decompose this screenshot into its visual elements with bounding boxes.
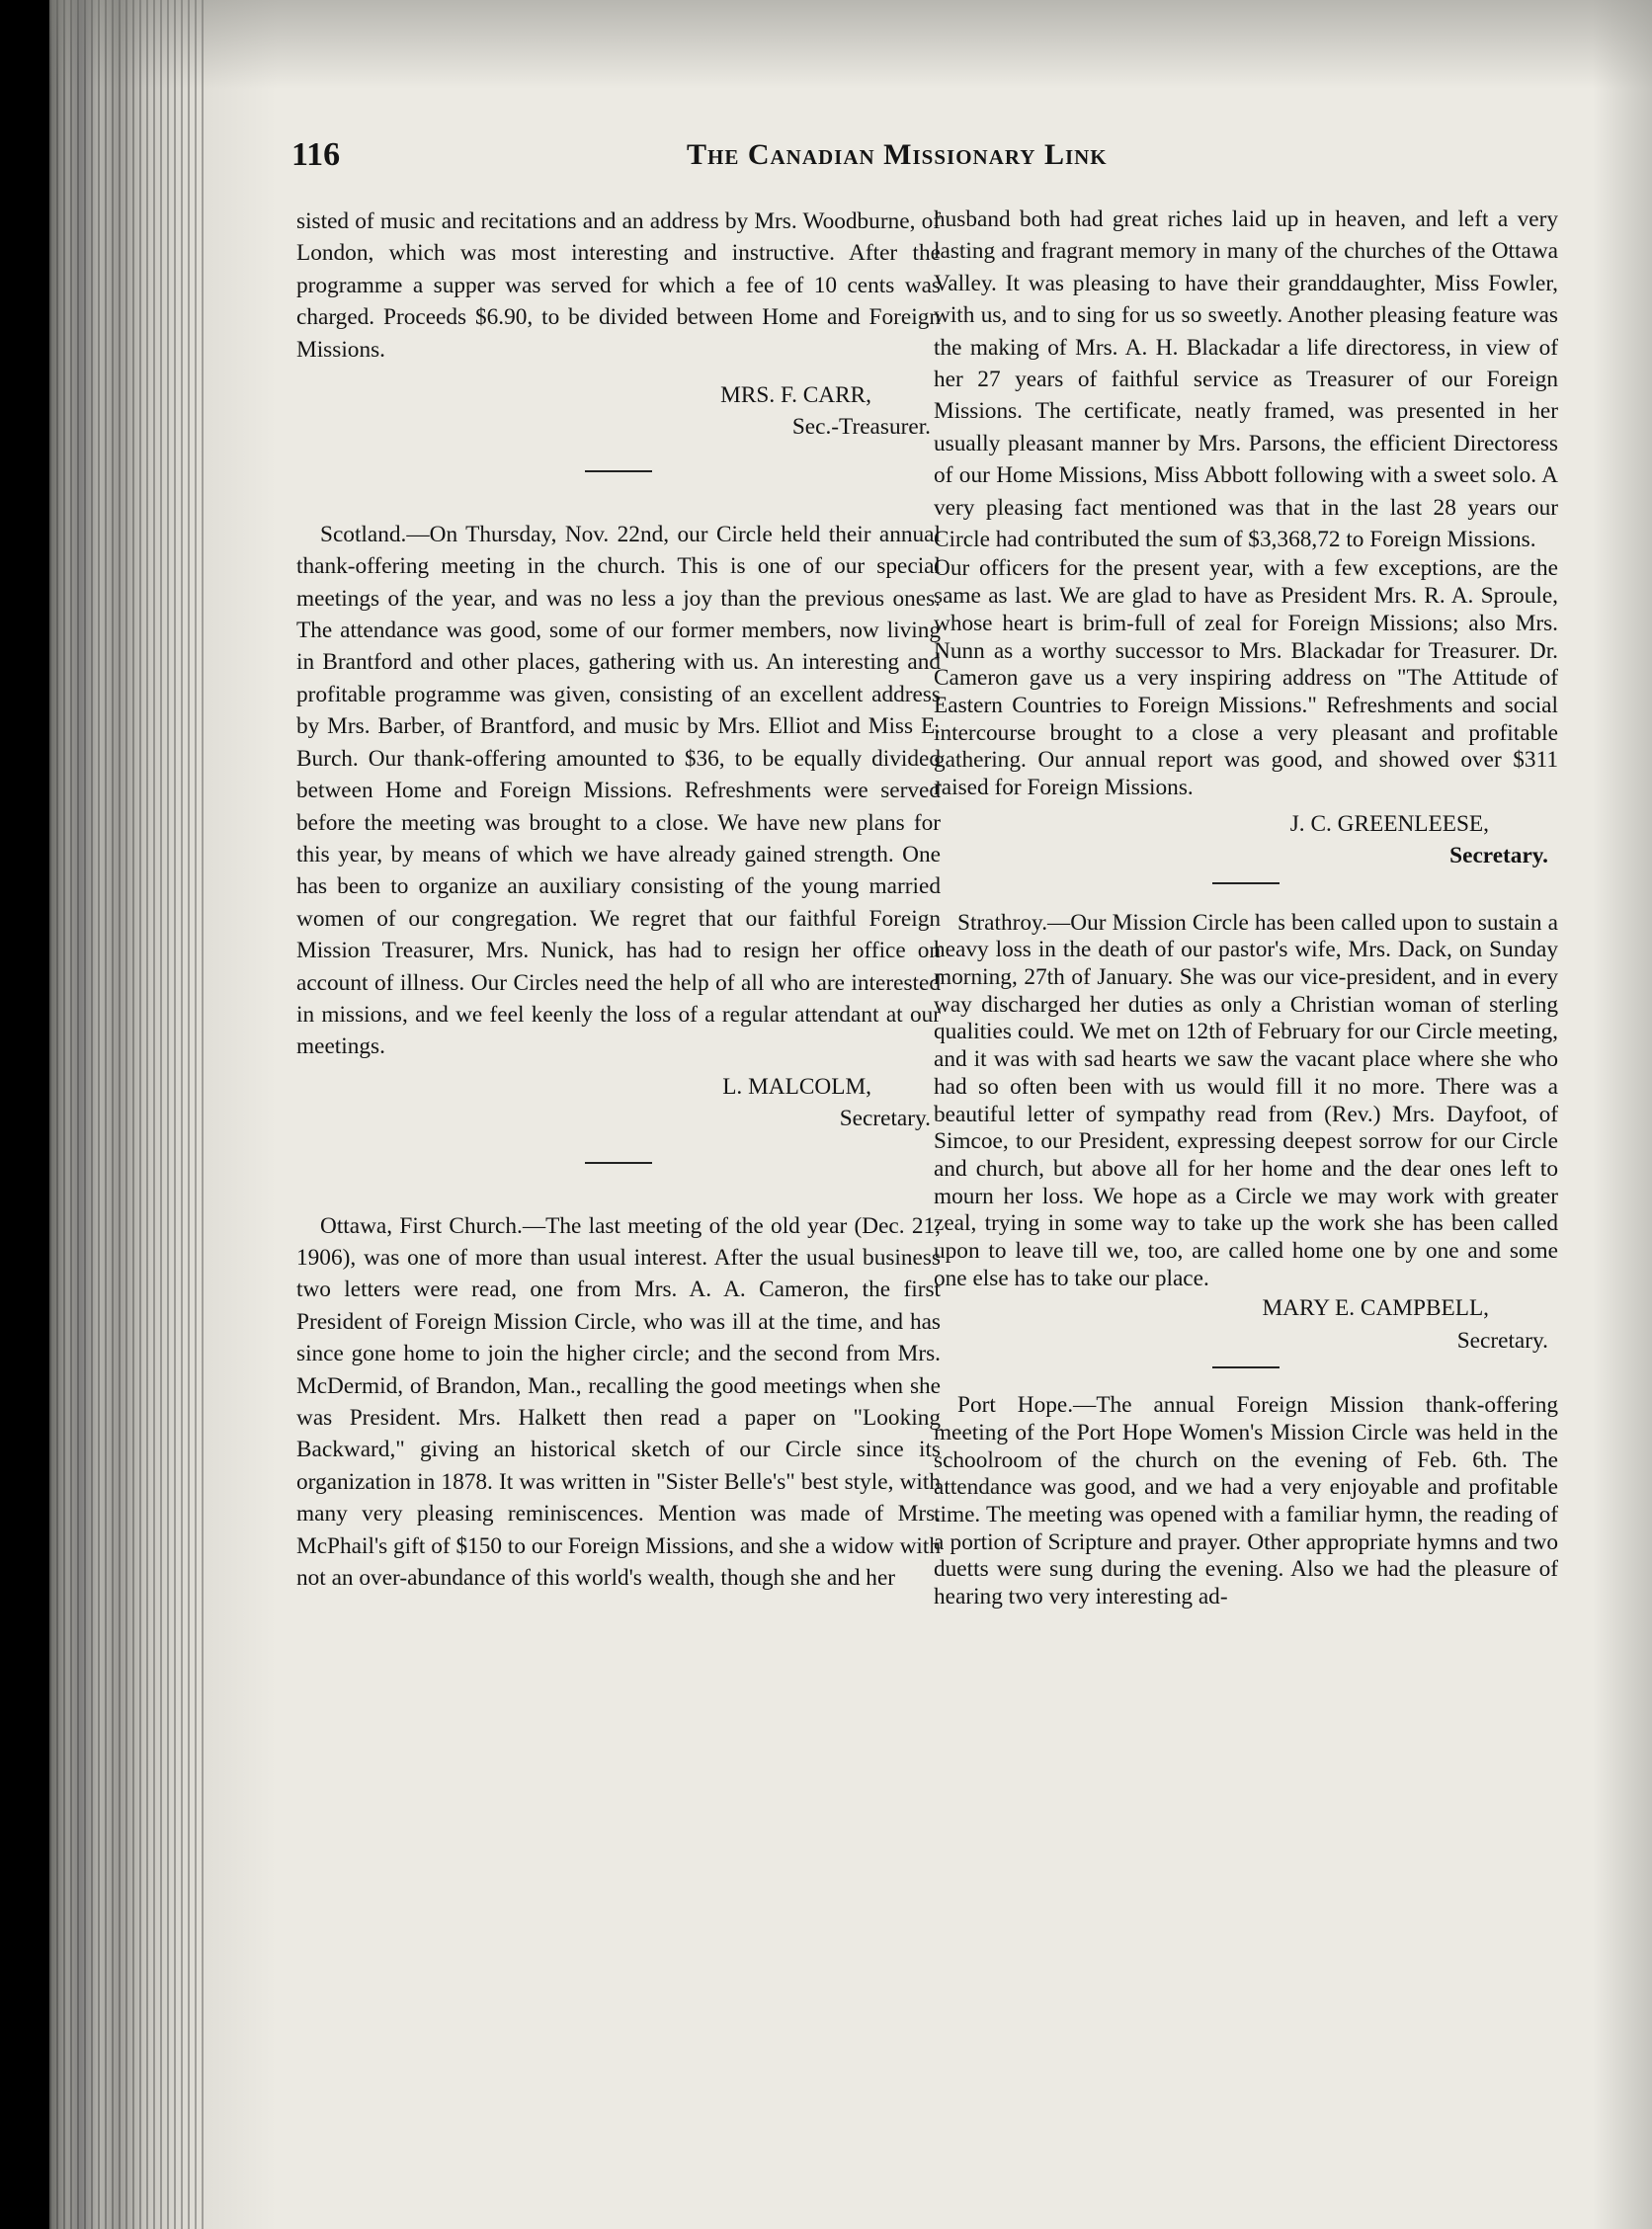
signature-title: Secretary. xyxy=(839,1106,931,1132)
signature-name: MRS. F. CARR, xyxy=(720,382,871,409)
section-divider xyxy=(585,1162,652,1164)
section-divider xyxy=(1212,1366,1280,1368)
paragraph-port-hope: Port Hope.—The annual Foreign Mission thank-offering meeting of the Port Hope Women's Mission Circle was held in the schoolroom of the church on the evening of Feb. 6th. The attendance was good, and we had a very enjoyable and profitable time. The meeting was opened with a familiar hymn, the reading of a portion of Scripture and prayer. Other appropriate hymns and two duetts were sung during the evening. Also we had the pleasure of hearing two very interesting ad- xyxy=(934,1392,1558,1610)
book-page-edges xyxy=(49,0,277,2229)
scan-shadow-right xyxy=(1593,0,1652,2229)
signature-name: J. C. GREENLEESE, xyxy=(1289,810,1489,837)
left-column xyxy=(296,206,941,1594)
signature-title: Secretary. xyxy=(1449,843,1548,869)
signature-name: MARY E. CAMPBELL, xyxy=(1262,1295,1489,1322)
journal-title: The Canadian Missionary Link xyxy=(687,138,1108,171)
paragraph-continuation: sisted of music and recitations and an address by Mrs. Woodburne, of London, which was most interesting and instructive. After the programme a supper was served for which a fee of 10 cents was charged. Proceeds $6.90, to be divided between Home and Foreign Missions. xyxy=(296,208,941,363)
paragraph-scotland: Scotland.—On Thursday, Nov. 22nd, our Circle held their annual thank-offering meeting in the church. This is one of our special meetings of the year, and was no less a joy than the previous ones. The attendance was good, some of our former members, now living in Brantford and other places, gathering with us. An interesting and profitable programme was given, consisting of an excellent address by Mrs. Barber, of Brantford, and music by Mrs. Elliot and Miss E. Burch. Our thank-offering amounted to $36, to be equally divided between Home and Foreign Missions. Refreshments were served before the meeting was brought to a close. We have new plans for this year, by means of which we have already gained strength. One has been to organize an auxiliary consisting of the young married women of our congregation. We regret that our faithful Foreign Mission Treasurer, Mrs. Nunick, has had to resign her office on account of illness. Our Circles need the help of all who are interested in missions, and we feel keenly the loss of a regular attendant at our meetings. xyxy=(296,521,941,1060)
right-column xyxy=(934,204,1558,1611)
page-number: 116 xyxy=(291,136,341,173)
scan-shadow-top xyxy=(49,0,1652,89)
paragraph-strathroy: Strathroy.—Our Mission Circle has been called upon to sustain a heavy loss in the death of our pastor's wife, Mrs. Dack, on Sunday morning, 27th of January. She was our vice-president, and in every way discharged her duties as only a Christian woman of sterling qualities could. We met on 12th of February for our Circle meeting, and it was with sad hearts we saw the vacant place where she who had so often been with us would fill it no more. There was a beautiful letter of sympathy read from (Rev.) Mrs. Dayfoot, of Simcoe, to our President, expressing deepest sorrow for our Circle and church, but above all for her home and the dear ones left to mourn her loss. We hope as a Circle we may work with greater zeal, trying in some way to take up the work she has been called upon to leave till we, too, are called home one by one and some one else has to take our place. xyxy=(934,909,1558,1291)
paragraph-ottawa-continued: husband both had great riches laid up in heaven, and left a very lasting and fragrant memory in many of the churches of the Ottawa Valley. It was pleasing to have their granddaughter, Miss Fowler, with us, and to sing for us so sweetly. Another pleasing feature was the making of Mrs. A. H. Blackadar a life directoress, in view of her 27 years of faithful service as Treasurer of our Foreign Missions. The certificate, neatly framed, was presented in her usually pleasant manner by Mrs. Parsons, the efficient Directoress of our Home Missions, Miss Abbott following with a sweet solo. A very pleasing fact mentioned was that in the last 28 years our Circle had contributed the sum of $3,368,72 to Foreign Missions. xyxy=(934,206,1558,553)
signature-title: Secretary. xyxy=(1456,1327,1548,1354)
signature-title: Sec.-Treasurer. xyxy=(791,414,931,441)
signature-name: L. MALCOLM, xyxy=(722,1073,871,1100)
paragraph-ottawa: Ottawa, First Church.—The last meeting of the old year (Dec. 21, 1906), was one of more than usual interest. After the usual business two letters were read, one from Mrs. A. A. Cameron, the first President of Foreign Mission Circle, who was ill at the time, and has since gone home to join the higher circle; and the second from Mrs. McDermid, of Brandon, Man., recalling the good meetings when she was President. Mrs. Halkett then read a paper on "Looking Backward," giving an historical sketch of our Circle since its organization in 1878. It was written in "Sister Belle's" best style, with many very pleasing reminiscences. Mention was made of Mrs. McPhail's gift of $150 to our Foreign Missions, and she a widow with not an over-abundance of this world's wealth, though she and her xyxy=(296,1212,941,1592)
section-divider xyxy=(585,470,652,472)
section-divider xyxy=(1212,882,1280,884)
paragraph-ottawa-officers: Our officers for the present year, with a few exceptions, are the same as last. We are glad to have as President Mrs. R. A. Sproule, whose heart is brim-full of zeal for Foreign Missions; also Mrs. Nunn as a worthy successor to Mrs. Blackadar for Treasurer. Dr. Cameron gave us a very inspiring address on "The Attitude of Eastern Countries to Foreign Missions." Refreshments and social intercourse brought to a close a very pleasant and profitable gathering. Our annual report was good, and showed over $311 raised for Foreign Missions. xyxy=(934,555,1558,801)
page-header xyxy=(291,136,1205,176)
